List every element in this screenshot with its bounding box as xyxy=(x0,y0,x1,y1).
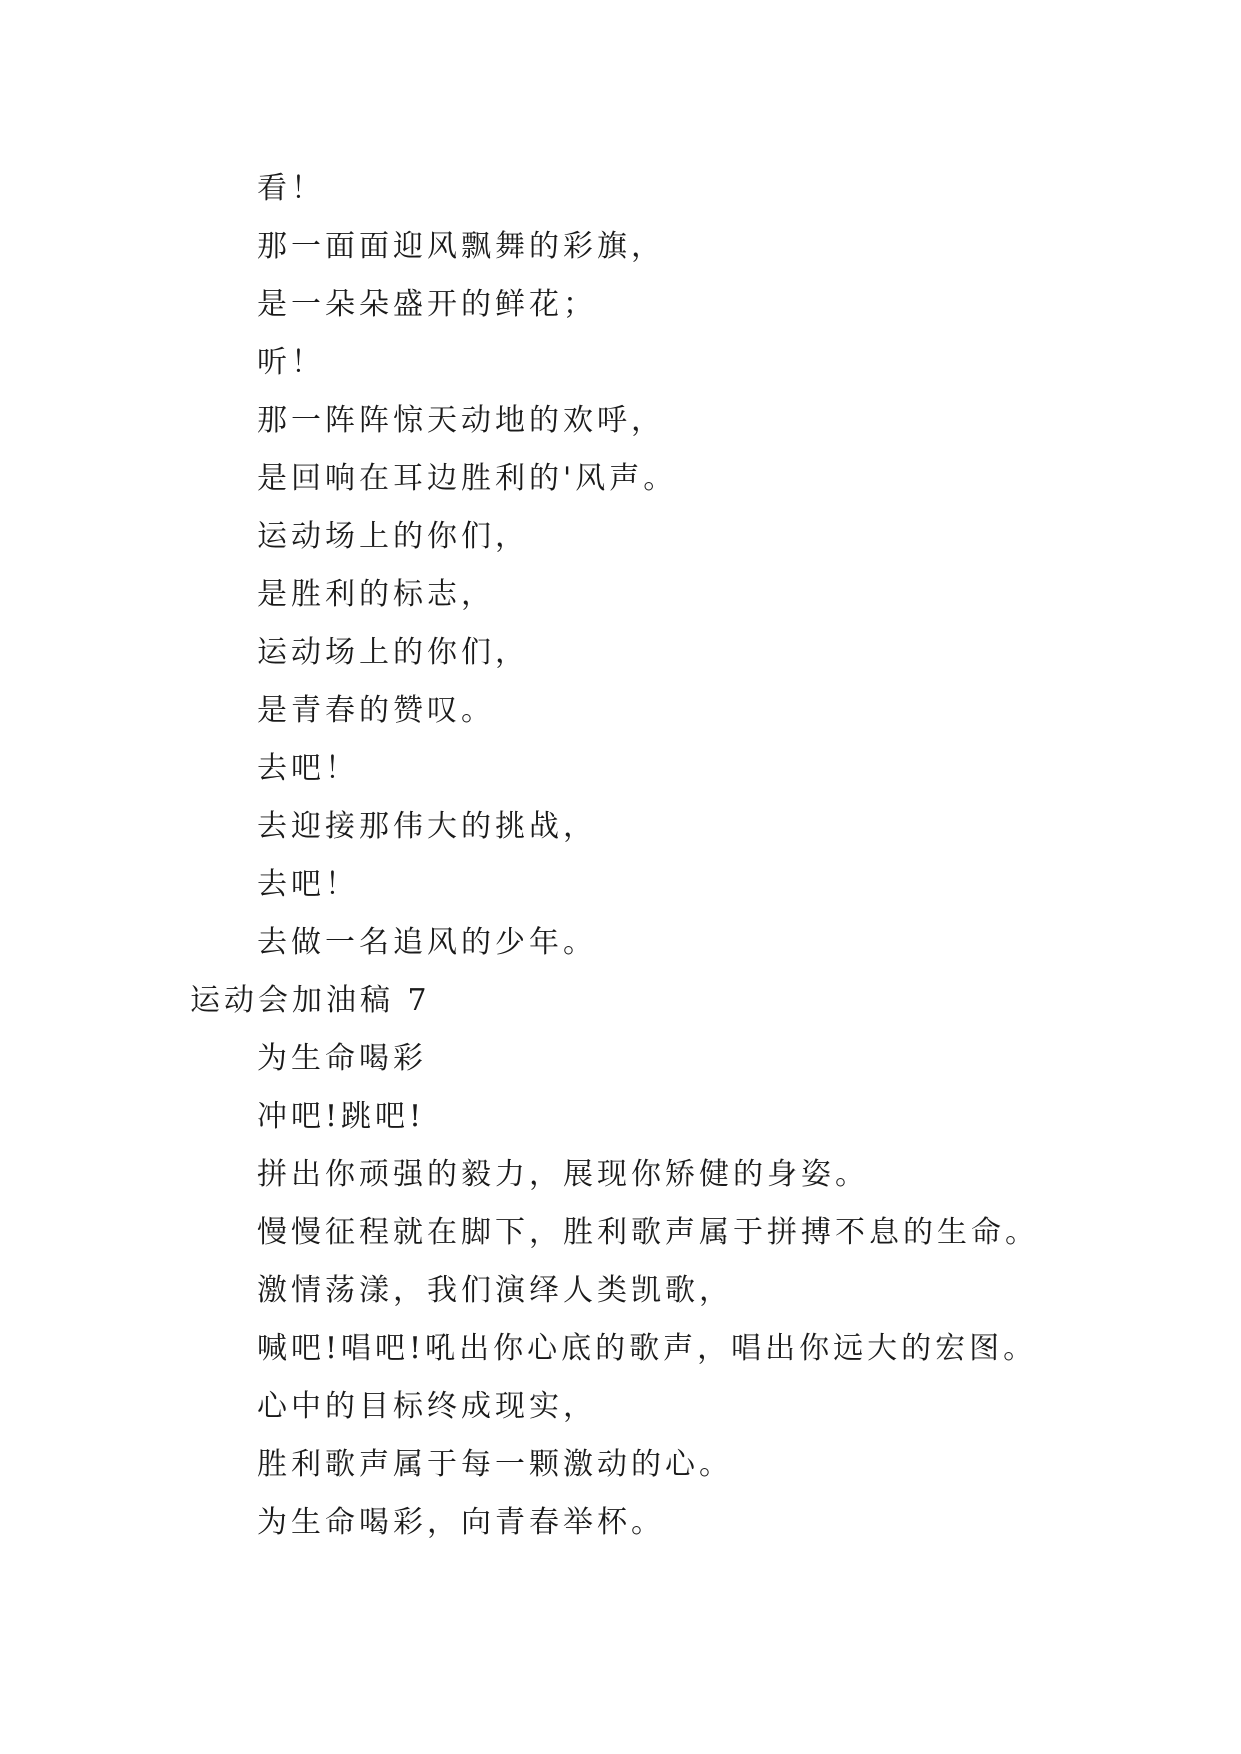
verse-line: 看！ xyxy=(257,171,325,206)
verse-line: 拼出你顽强的毅力，展现你矫健的身姿。 xyxy=(257,1157,869,1192)
verse-line: 去迎接那伟大的挑战， xyxy=(257,809,597,844)
verse-line: 为生命喝彩，向青春举杯。 xyxy=(257,1505,665,1540)
verse-line: 运动场上的你们， xyxy=(257,519,529,554)
verse-line: 去做一名追风的少年。 xyxy=(257,925,597,960)
verse-line: 为生命喝彩 xyxy=(257,1041,427,1076)
verse-line: 是回响在耳边胜利的'风声。 xyxy=(257,461,678,496)
verse-line: 慢慢征程就在脚下，胜利歌声属于拼搏不息的生命。 xyxy=(257,1215,1039,1250)
verse-line: 听！ xyxy=(257,345,325,380)
verse-line: 运动场上的你们， xyxy=(257,635,529,670)
verse-line: 是胜利的标志， xyxy=(257,577,495,612)
verse-line: 喊吧!唱吧!吼出你心底的歌声，唱出你远大的宏图。 xyxy=(257,1331,1038,1366)
verse-line: 去吧！ xyxy=(257,751,359,786)
verse-line: 是一朵朵盛开的鲜花； xyxy=(257,287,597,322)
verse-line: 去吧！ xyxy=(257,867,359,902)
verse-line: 心中的目标终成现实， xyxy=(257,1389,597,1424)
verse-line: 是青春的赞叹。 xyxy=(257,693,495,728)
section-heading: 运动会加油稿 7 xyxy=(190,983,431,1018)
verse-line: 那一阵阵惊天动地的欢呼， xyxy=(257,403,665,438)
verse-line: 那一面面迎风飘舞的彩旗， xyxy=(257,229,665,264)
text-body xyxy=(0,160,1241,1552)
verse-line: 冲吧!跳吧! xyxy=(257,1099,426,1134)
verse-line: 胜利歌声属于每一颗激动的心。 xyxy=(257,1447,733,1482)
verse-line: 激情荡漾，我们演绎人类凯歌， xyxy=(257,1273,733,1308)
